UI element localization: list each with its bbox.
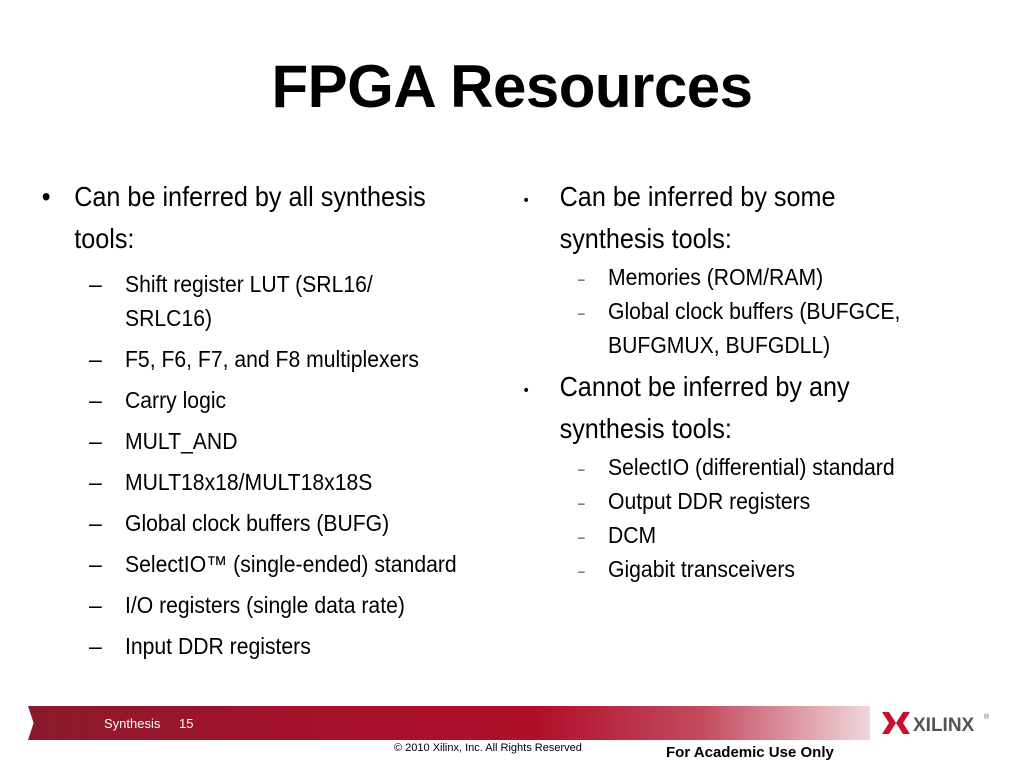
sub-item-mult18x18: – MULT18x18/MULT18x18S (40, 465, 510, 499)
dash-icon: – (89, 428, 102, 454)
sub-item-gigabit-transceivers: – Gigabit transceivers (520, 552, 990, 586)
sub-item-io-registers: – I/O registers (single data rate) (40, 588, 510, 622)
sub-item-carry-logic: – Carry logic (40, 383, 510, 417)
sub-item-input-ddr: – Input DDR registers (40, 629, 510, 663)
dash-icon: – (578, 530, 585, 544)
dash-icon: – (578, 272, 585, 286)
sub-item-mult-and: – MULT_AND (40, 424, 510, 458)
footer-section-label: Synthesis (104, 716, 161, 731)
xilinx-logo (880, 708, 990, 738)
xilinx-logo-text: XILINX (913, 715, 975, 736)
sub-item-selectio-differential: – SelectIO (differential) standard (520, 450, 990, 484)
bullet-inferred-by-some: • Can be inferred by some synthesis tools: (523, 181, 836, 254)
registered-mark: ® (984, 714, 990, 721)
sub-item-memories: – Memories (ROM/RAM) (520, 260, 990, 294)
dash-icon: – (578, 564, 585, 578)
dash-icon: – (89, 592, 102, 618)
right-column (520, 176, 990, 586)
bullet-dot-icon: • (523, 192, 529, 209)
left-column (40, 176, 510, 663)
dash-icon: – (89, 469, 102, 495)
sub-item-dcm: – DCM (520, 518, 990, 552)
sub-item-multiplexers: – F5, F6, F7, and F8 multiplexers (40, 342, 510, 376)
bullet-dot-icon: • (523, 382, 529, 399)
footer-band (40, 706, 870, 740)
sub-item-bufg: – Global clock buffers (BUFG) (40, 506, 510, 540)
slide-title: FPGA Resources (271, 53, 753, 120)
bullet-text-line2: tools: (74, 223, 135, 254)
dash-icon: – (89, 551, 102, 577)
dash-icon: – (89, 510, 102, 536)
bullet-text-line1: Can be inferred by all synthesis (74, 181, 426, 212)
sub-item-global-clock-buffers: – Global clock buffers (BUFGCE, BUFGMUX, BUFGDLL) (578, 298, 901, 358)
bullet-inferred-by-all (40, 176, 463, 260)
sub-item-output-ddr: – Output DDR registers (520, 484, 990, 518)
dash-icon: – (578, 496, 585, 510)
dash-icon: – (89, 633, 102, 659)
dash-icon: – (578, 306, 585, 320)
footer-page-number: 15 (179, 716, 194, 731)
dash-icon: – (578, 462, 585, 476)
sub-item-selectio-single: – SelectIO™ (single-ended) standard (40, 547, 510, 581)
dash-icon: – (89, 346, 102, 372)
bullet-dot-icon: • (41, 181, 51, 212)
dash-icon: – (89, 271, 102, 297)
xilinx-mark-icon (882, 712, 910, 734)
dash-icon: – (89, 387, 102, 413)
bullet-cannot-be-inferred: • Cannot be inferred by any synthesis tools: (523, 371, 850, 444)
copyright-notice: © 2010 Xilinx, Inc. All Rights Reserved (394, 742, 582, 754)
academic-use-notice: For Academic Use Only (666, 744, 834, 761)
sub-item-srl16: – Shift register LUT (SRL16/ SRLC16) (40, 267, 510, 335)
